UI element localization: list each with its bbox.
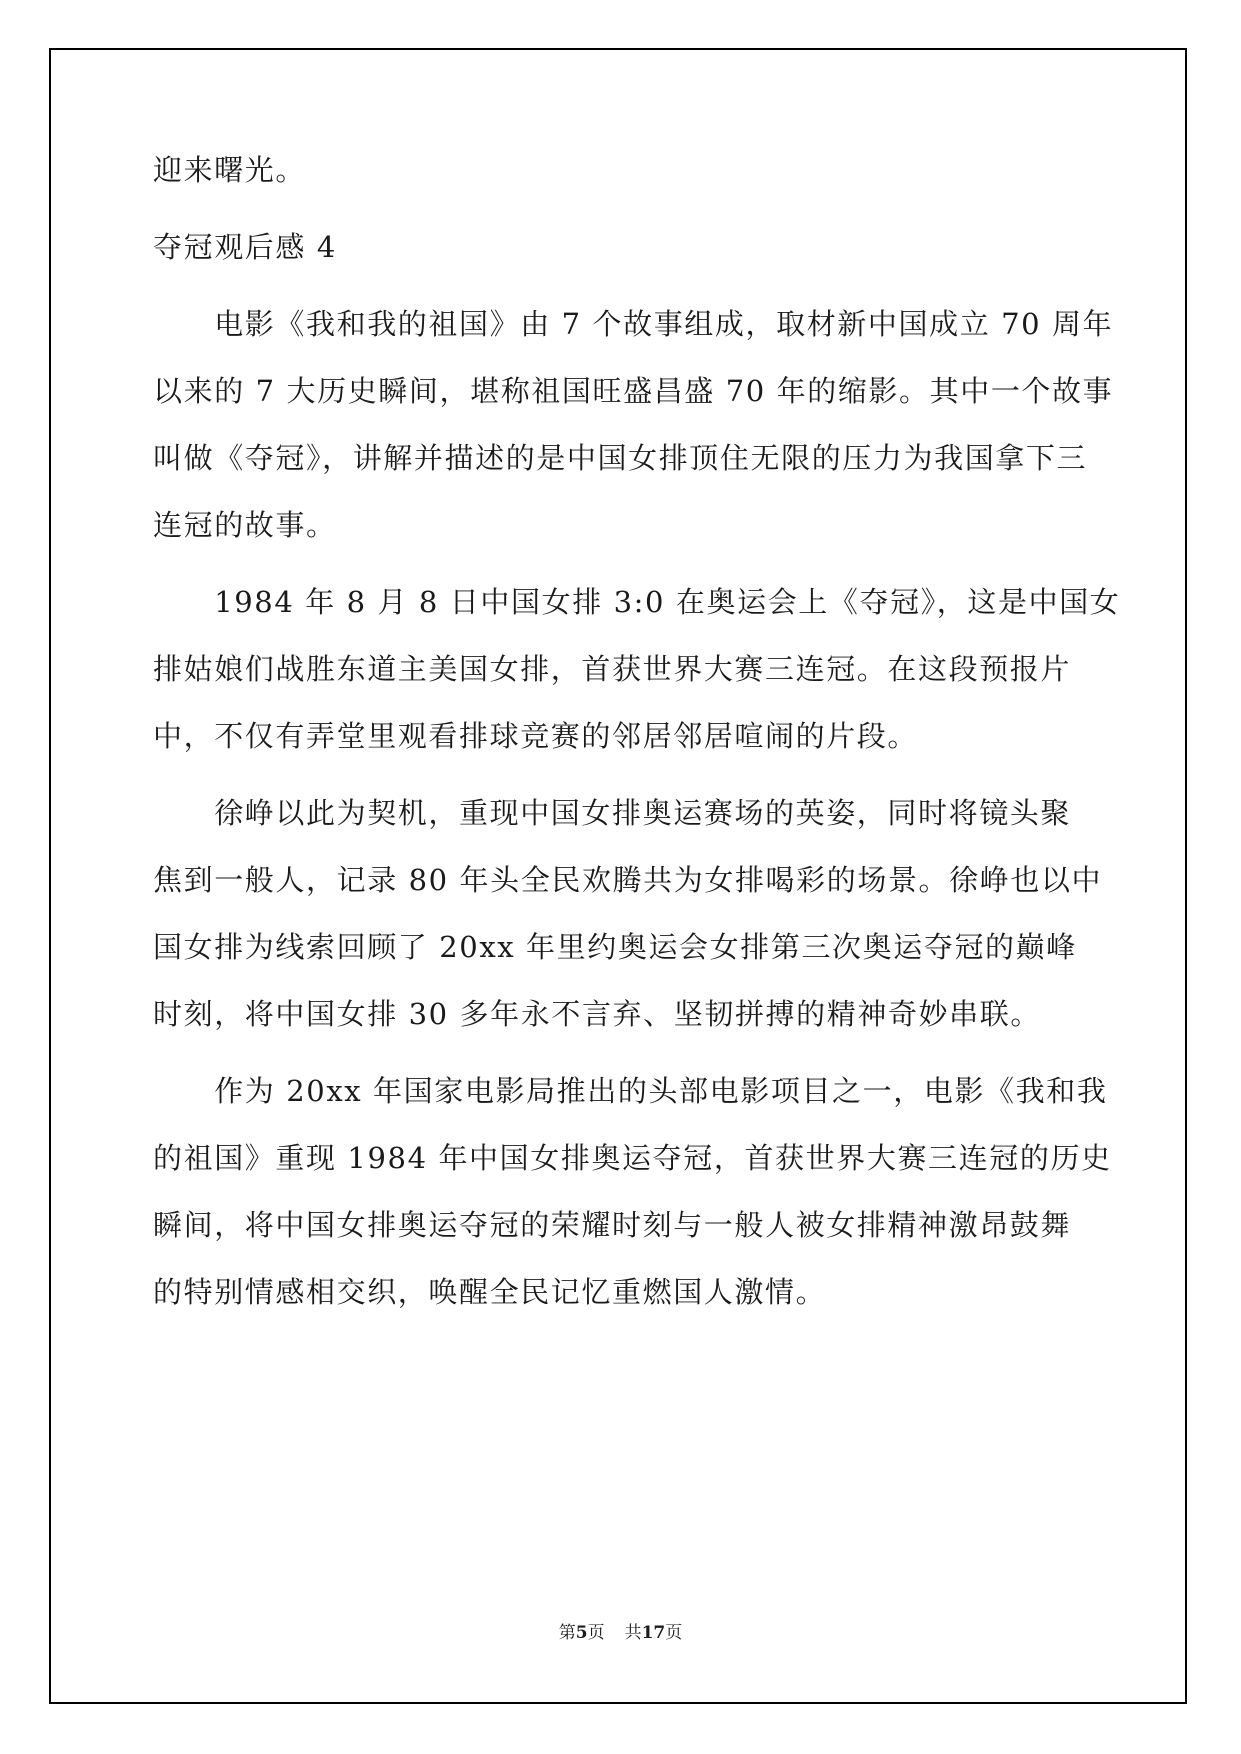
page-prefix: 第 [558,1623,576,1643]
text-line: 的祖国》重现 1984 年中国女排奥运夺冠，首获世界大赛三连冠的历史 [153,1141,1112,1175]
total-prefix: 共 [624,1623,642,1643]
text-line: 国女排为线索回顾了 20xx 年里约奥运会女排第三次奥运夺冠的巅峰 [153,930,1077,964]
total-suffix: 页 [665,1623,683,1643]
text-line: 中，不仅有弄堂里观看排球竞赛的邻居邻居喧闹的片段。 [153,719,919,753]
text-line: 连冠的故事。 [153,508,337,542]
page-number: 5 [575,1623,588,1643]
text-line: 叫做《夺冠》，讲解并描述的是中国女排顶住无限的压力为我国拿下三 [153,441,1088,475]
total-pages: 17 [641,1623,666,1643]
text-line: 徐峥以此为契机，重现中国女排奥运赛场的英姿，同时将镜头聚 [153,796,1072,830]
text-line: 迎来曙光。 [153,153,307,187]
text-line: 1984 年 8 月 8 日中国女排 3:0 在奥运会上《夺冠》，这是中国女 [153,585,1121,619]
page-footer [0,1618,1241,1643]
text-line: 时刻，将中国女排 30 多年永不言弃、坚韧拼搏的精神奇妙串联。 [153,997,1041,1031]
section-heading: 夺冠观后感 4 [153,230,337,264]
text-line: 焦到一般人，记录 80 年头全民欢腾共为女排喝彩的场景。徐峥也以中 [153,863,1103,897]
text-line: 瞬间，将中国女排奥运夺冠的荣耀时刻与一般人被女排精神激昂鼓舞 [153,1208,1072,1242]
page-suffix: 页 [587,1623,605,1643]
text-line: 电影《我和我的祖国》由 7 个故事组成，取材新中国成立 70 周年 [153,307,1114,341]
text-line: 作为 20xx 年国家电影局推出的头部电影项目之一，电影《我和我 [153,1074,1108,1108]
text-line: 排姑娘们战胜东道主美国女排，首获世界大赛三连冠。在这段预报片 [153,652,1072,686]
text-line: 的特别情感相交织，唤醒全民记忆重燃国人激情。 [153,1275,827,1309]
text-line: 以来的 7 大历史瞬间，堪称祖国旺盛昌盛 70 年的缩影。其中一个故事 [153,374,1114,408]
